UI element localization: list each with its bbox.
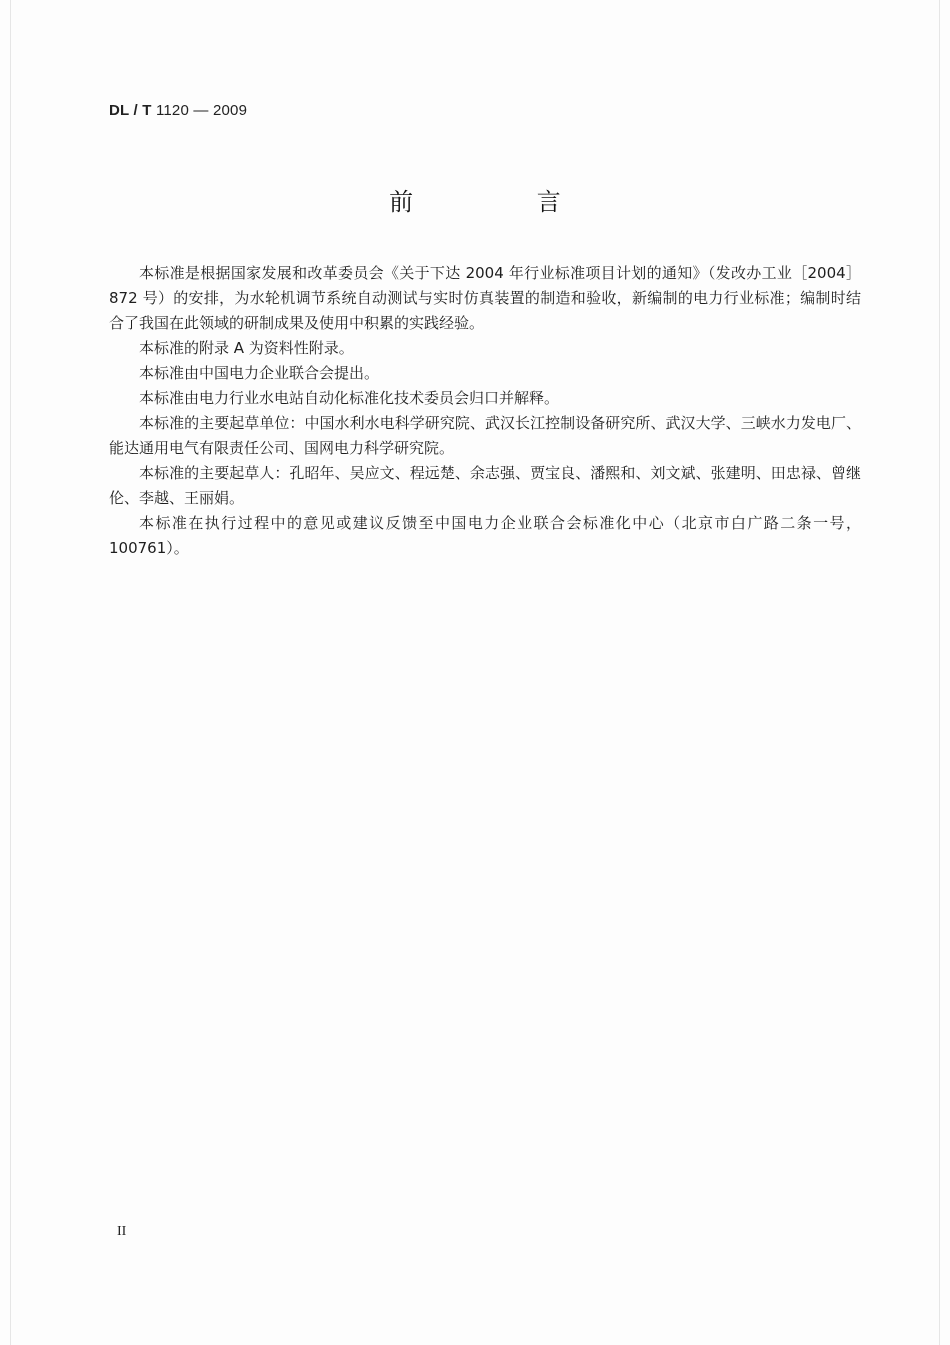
paragraph-proposer: 本标准由中国电力企业联合会提出。 bbox=[139, 364, 380, 382]
page-number: II bbox=[117, 1224, 127, 1239]
paragraph-basis: 本标准是根据国家发展和改革委员会《关于下达 2004 年行业标准项目计划的通知》（发改办工业［2004］872 号）的安排，为水轮机调节系统自动测试与实时仿真装置的制造和验收，新编制的电力行业标准；编制时结合了我国在此领域的研制成果及使用中积累的实践经验。 bbox=[109, 264, 861, 332]
paragraph-feedback: 本标准在执行过程中的意见或建议反馈至中国电力企业联合会标准化中心（北京市白广路二条一号，100761）。 bbox=[109, 514, 861, 557]
standard-code bbox=[109, 102, 247, 119]
paragraph-drafting-units: 本标准的主要起草单位：中国水利水电科学研究院、武汉长江控制设备研究所、武汉大学、三峡水力发电厂、能达通用电气有限责任公司、国网电力科学研究院。 bbox=[109, 414, 861, 457]
paragraph-drafters: 本标准的主要起草人：孔昭年、吴应文、程远楚、余志强、贾宝良、潘熙和、刘文斌、张建明、田忠禄、曾继伦、李越、王丽娟。 bbox=[109, 464, 861, 507]
standard-prefix: DL / T bbox=[109, 102, 152, 119]
foreword-body bbox=[109, 261, 861, 561]
paragraph-interpreter: 本标准由电力行业水电站自动化标准化技术委员会归口并解释。 bbox=[139, 389, 560, 407]
page-title: 前 言 bbox=[389, 188, 619, 216]
standard-number: 1120 — 2009 bbox=[151, 102, 248, 119]
paragraph-appendix: 本标准的附录 A 为资料性附录。 bbox=[139, 339, 354, 357]
